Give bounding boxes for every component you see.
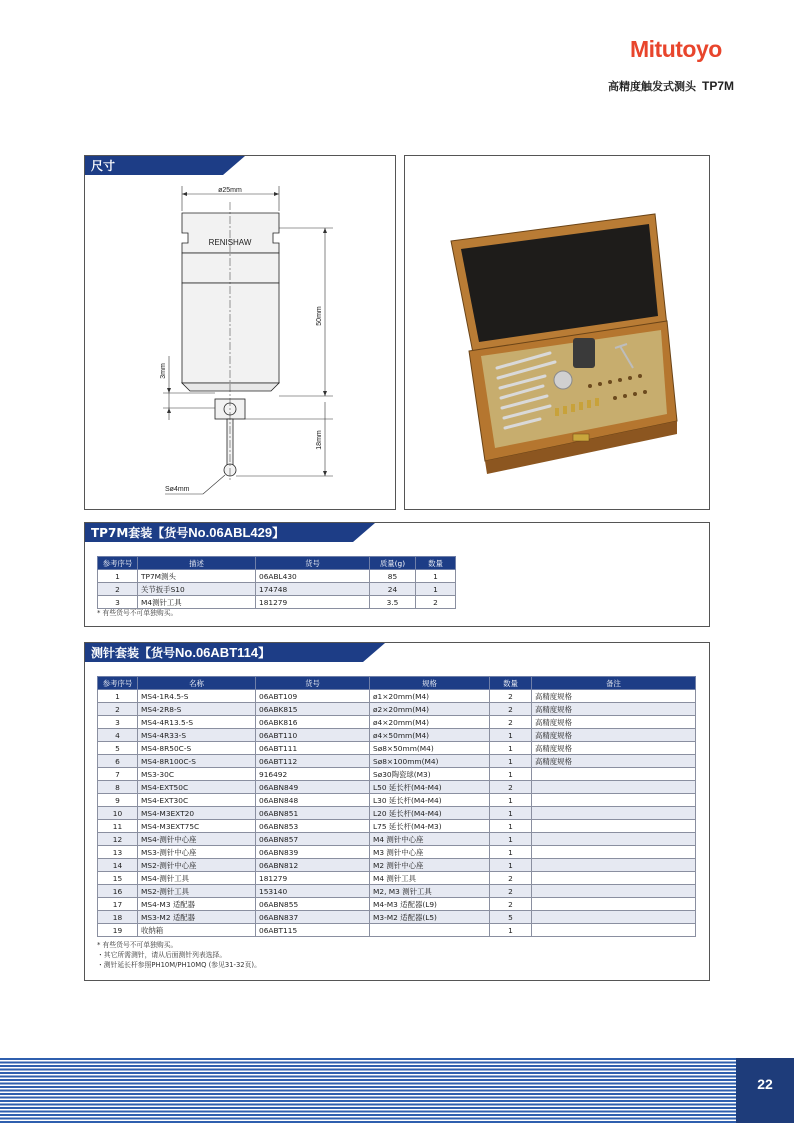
body-height-label: 50mm [316, 306, 323, 326]
stylus-cell: 06ABT110 [256, 729, 370, 742]
stylus-cell: 1 [490, 833, 532, 846]
stylus-kit-banner [85, 643, 385, 662]
stylus-cell: 15 [98, 872, 138, 885]
stylus-cell: 06ABN855 [256, 898, 370, 911]
stylus-row [98, 911, 696, 924]
stylus-cell: 06ABK815 [256, 703, 370, 716]
stylus-cell: MS3-M2 适配器 [138, 911, 256, 924]
stylus-cell [532, 833, 696, 846]
kit-title-suffix: 】 [272, 526, 285, 540]
kit-cell: 3.5 [370, 596, 416, 609]
kit-cell: M4测针工具 [138, 596, 256, 609]
stylus-cell: MS4-8R50C-S [138, 742, 256, 755]
stylus-cell: 2 [490, 885, 532, 898]
stylus-cell: 06ABN839 [256, 846, 370, 859]
stylus-cell: 13 [98, 846, 138, 859]
width-label: ø25mm [218, 187, 242, 194]
stylus-cell [532, 911, 696, 924]
stylus-cell: 06ABT115 [256, 924, 370, 937]
stylus-row [98, 846, 696, 859]
stylus-cell: ø1×20mm(M4) [370, 690, 490, 703]
stylus-cell: MS4-M3 适配器 [138, 898, 256, 911]
stylus-cell: ø4×50mm(M4) [370, 729, 490, 742]
stylus-cell: 06ABN837 [256, 911, 370, 924]
kit-table-header [98, 557, 456, 570]
stylus-cell [532, 885, 696, 898]
stylus-cell: 5 [98, 742, 138, 755]
stylus-cell: 收纳箱 [138, 924, 256, 937]
stylus-cell: MS2-测针工具 [138, 885, 256, 898]
stylus-cell: M2, M3 测针工具 [370, 885, 490, 898]
stylus-cell [532, 872, 696, 885]
stylus-cell: M4 测针中心座 [370, 833, 490, 846]
stylus-row [98, 807, 696, 820]
step-label: 3mm [160, 363, 167, 379]
stylus-cell: 1 [490, 859, 532, 872]
kit-cell: 181279 [256, 596, 370, 609]
stylus-kit-title-no: No.06ABT114 [175, 645, 259, 660]
kit-note: * 有些货号不可单独购买。 [97, 609, 178, 617]
stylus-cell: 高精度规格 [532, 690, 696, 703]
kit-cell: 2 [98, 583, 138, 596]
dimensions-panel [84, 155, 396, 510]
stylus-cell: 06ABK816 [256, 716, 370, 729]
ball-label: Sø4mm [165, 486, 190, 493]
kit-cell: 关节扳手S10 [138, 583, 256, 596]
stylus-cell: 1 [490, 768, 532, 781]
stylus-cell: 高精度规格 [532, 729, 696, 742]
stylus-cell: 6 [98, 755, 138, 768]
stylus-cell: MS4-EXT30C [138, 794, 256, 807]
stylus-cell: MS4-2R8-S [138, 703, 256, 716]
kit-cell: 1 [416, 583, 456, 596]
stylus-row [98, 716, 696, 729]
stylus-cell [532, 859, 696, 872]
stylus-cell: 06ABN849 [256, 781, 370, 794]
stylus-cell: L75 延长杆(M4-M3) [370, 820, 490, 833]
kit-row [98, 583, 456, 596]
stylus-cell: 14 [98, 859, 138, 872]
stylus-row [98, 729, 696, 742]
stylus-cell: MS3-测针中心座 [138, 846, 256, 859]
stylus-cell: 8 [98, 781, 138, 794]
kit-title-prefix: TP7M套装【货号 [91, 526, 189, 540]
stylus-cell: 10 [98, 807, 138, 820]
stylus-row [98, 703, 696, 716]
stylus-cell: MS4-M3EXT20 [138, 807, 256, 820]
footer-stripes [0, 1058, 736, 1123]
stylus-cell: 06ABT111 [256, 742, 370, 755]
stylus-cell: 高精度规格 [532, 716, 696, 729]
stylus-cell [370, 924, 490, 937]
stylus-kit-title-suffix: 】 [258, 646, 271, 660]
stylus-col-ref: 参考序号 [98, 677, 138, 690]
stylus-cell: M3-M2 适配器(L5) [370, 911, 490, 924]
stylus-cell: MS4-M3EXT75C [138, 820, 256, 833]
stylus-cell: M4 测针工具 [370, 872, 490, 885]
kit-title [91, 524, 284, 541]
kit-cell: 174748 [256, 583, 370, 596]
stylus-cell: 1 [490, 729, 532, 742]
kit-col-ref: 参考序号 [98, 557, 138, 570]
stylus-cell: 2 [490, 872, 532, 885]
stylus-note-3: ・测针延长杆参照PH10M/PH10MQ (参见31-32页)。 [97, 961, 261, 969]
stylus-col-remark: 备注 [532, 677, 696, 690]
stylus-cell: 1 [490, 755, 532, 768]
kit-banner [85, 523, 375, 542]
stylus-cell: ø4×20mm(M4) [370, 716, 490, 729]
stylus-cell: 19 [98, 924, 138, 937]
stylus-cell: 1 [490, 924, 532, 937]
stylus-row [98, 768, 696, 781]
kit-cell: 24 [370, 583, 416, 596]
stylus-cell: 2 [490, 781, 532, 794]
stylus-note-1: * 有些货号不可单独购买。 [97, 941, 178, 949]
stylus-table [97, 676, 696, 937]
renishaw-mark: RENISHAW [208, 238, 252, 247]
stylus-cell: MS4-测针中心座 [138, 833, 256, 846]
stylus-kit-title-prefix: 测针套装【货号 [91, 646, 176, 660]
stylus-length-label: 18mm [316, 430, 323, 450]
stylus-cell: 2 [98, 703, 138, 716]
stylus-cell: 高精度规格 [532, 755, 696, 768]
dimensions-title: 尺寸 [91, 159, 116, 173]
stylus-note-2: ・其它所需测针，请从后面测针列表选择。 [97, 951, 227, 959]
stylus-cell: MS4-4R33-S [138, 729, 256, 742]
stylus-cell: 153140 [256, 885, 370, 898]
stylus-cell: 16 [98, 885, 138, 898]
stylus-cell: MS3-30C [138, 768, 256, 781]
stylus-row [98, 859, 696, 872]
stylus-cell: 7 [98, 768, 138, 781]
stylus-cell: Sø30陶瓷球(M3) [370, 768, 490, 781]
kit-row [98, 596, 456, 609]
stylus-cell: 06ABT112 [256, 755, 370, 768]
kit-row [98, 570, 456, 583]
stylus-cell: 3 [98, 716, 138, 729]
header-model: TP7M [701, 79, 734, 93]
stylus-cell: 2 [490, 703, 532, 716]
stylus-cell: M4-M3 适配器(L9) [370, 898, 490, 911]
header-category: 高精度触发式测头 [607, 80, 696, 93]
stylus-cell: 18 [98, 911, 138, 924]
stylus-cell: 12 [98, 833, 138, 846]
kit-col-desc: 描述 [138, 557, 256, 570]
stylus-row [98, 924, 696, 937]
stylus-cell [532, 846, 696, 859]
stylus-cell [532, 807, 696, 820]
stylus-cell: Sø8×100mm(M4) [370, 755, 490, 768]
stylus-kit-case-image [405, 156, 709, 509]
stylus-cell: Sø8×50mm(M4) [370, 742, 490, 755]
stylus-cell: MS4-测针工具 [138, 872, 256, 885]
stylus-cell: 06ABN857 [256, 833, 370, 846]
stylus-row [98, 755, 696, 768]
kit-table-body [98, 570, 456, 609]
stylus-cell: 2 [490, 898, 532, 911]
kit-cell: 06ABL430 [256, 570, 370, 583]
probe-dimension-drawing [85, 156, 395, 509]
stylus-kit-title [91, 644, 270, 661]
product-photo-panel [404, 155, 710, 510]
stylus-cell: MS4-4R13.5-S [138, 716, 256, 729]
stylus-cell: L50 延长杆(M4-M4) [370, 781, 490, 794]
stylus-row [98, 781, 696, 794]
stylus-cell: 1 [490, 846, 532, 859]
stylus-row [98, 885, 696, 898]
stylus-cell: 06ABT109 [256, 690, 370, 703]
stylus-cell: 06ABN848 [256, 794, 370, 807]
stylus-cell [532, 820, 696, 833]
stylus-cell: 1 [490, 820, 532, 833]
stylus-cell: L20 延长杆(M4-M4) [370, 807, 490, 820]
kit-cell: 1 [416, 570, 456, 583]
stylus-cell: L30 延长杆(M4-M4) [370, 794, 490, 807]
stylus-cell: MS2-测针中心座 [138, 859, 256, 872]
stylus-cell: 4 [98, 729, 138, 742]
stylus-cell: 2 [490, 690, 532, 703]
kit-col-mass: 质量(g) [370, 557, 416, 570]
stylus-cell: 1 [490, 794, 532, 807]
stylus-row [98, 690, 696, 703]
stylus-cell: MS4-1R4.5-S [138, 690, 256, 703]
stylus-table-header [98, 677, 696, 690]
stylus-table-body [98, 690, 696, 937]
stylus-cell: MS4-EXT50C [138, 781, 256, 794]
mitutoyo-logo: Mitutoyo [630, 36, 722, 62]
stylus-cell: M2 测针中心座 [370, 859, 490, 872]
stylus-cell: 916492 [256, 768, 370, 781]
header-subtitle [608, 78, 734, 94]
stylus-cell [532, 768, 696, 781]
stylus-row [98, 872, 696, 885]
stylus-row [98, 794, 696, 807]
kit-col-code: 货号 [256, 557, 370, 570]
page-number: 22 [736, 1058, 794, 1123]
stylus-col-spec: 规格 [370, 677, 490, 690]
stylus-col-code: 货号 [256, 677, 370, 690]
kit-panel [84, 522, 710, 627]
kit-col-qty: 数量 [416, 557, 456, 570]
stylus-cell: M3 测针中心座 [370, 846, 490, 859]
kit-cell: 2 [416, 596, 456, 609]
stylus-col-qty: 数量 [490, 677, 532, 690]
stylus-col-name: 名称 [138, 677, 256, 690]
stylus-cell: 高精度规格 [532, 742, 696, 755]
stylus-cell [532, 794, 696, 807]
stylus-row [98, 833, 696, 846]
stylus-cell: 11 [98, 820, 138, 833]
stylus-cell [532, 898, 696, 911]
stylus-cell: ø2×20mm(M4) [370, 703, 490, 716]
stylus-cell: 06ABN851 [256, 807, 370, 820]
kit-table [97, 556, 456, 609]
stylus-cell [532, 924, 696, 937]
stylus-cell: 1 [490, 807, 532, 820]
kit-cell: TP7M测头 [138, 570, 256, 583]
stylus-cell: 5 [490, 911, 532, 924]
stylus-cell: 181279 [256, 872, 370, 885]
stylus-cell: 2 [490, 716, 532, 729]
stylus-cell: 06ABN853 [256, 820, 370, 833]
stylus-cell: 高精度规格 [532, 703, 696, 716]
stylus-row [98, 898, 696, 911]
stylus-cell [532, 781, 696, 794]
stylus-cell: MS4-8R100C-S [138, 755, 256, 768]
kit-cell: 85 [370, 570, 416, 583]
stylus-kit-panel [84, 642, 710, 981]
stylus-cell: 9 [98, 794, 138, 807]
kit-cell: 3 [98, 596, 138, 609]
kit-cell: 1 [98, 570, 138, 583]
stylus-cell: 1 [490, 742, 532, 755]
stylus-cell: 06ABN812 [256, 859, 370, 872]
stylus-cell: 1 [98, 690, 138, 703]
stylus-row [98, 742, 696, 755]
stylus-row [98, 820, 696, 833]
stylus-cell: 17 [98, 898, 138, 911]
kit-title-no: No.06ABL429 [188, 525, 273, 540]
